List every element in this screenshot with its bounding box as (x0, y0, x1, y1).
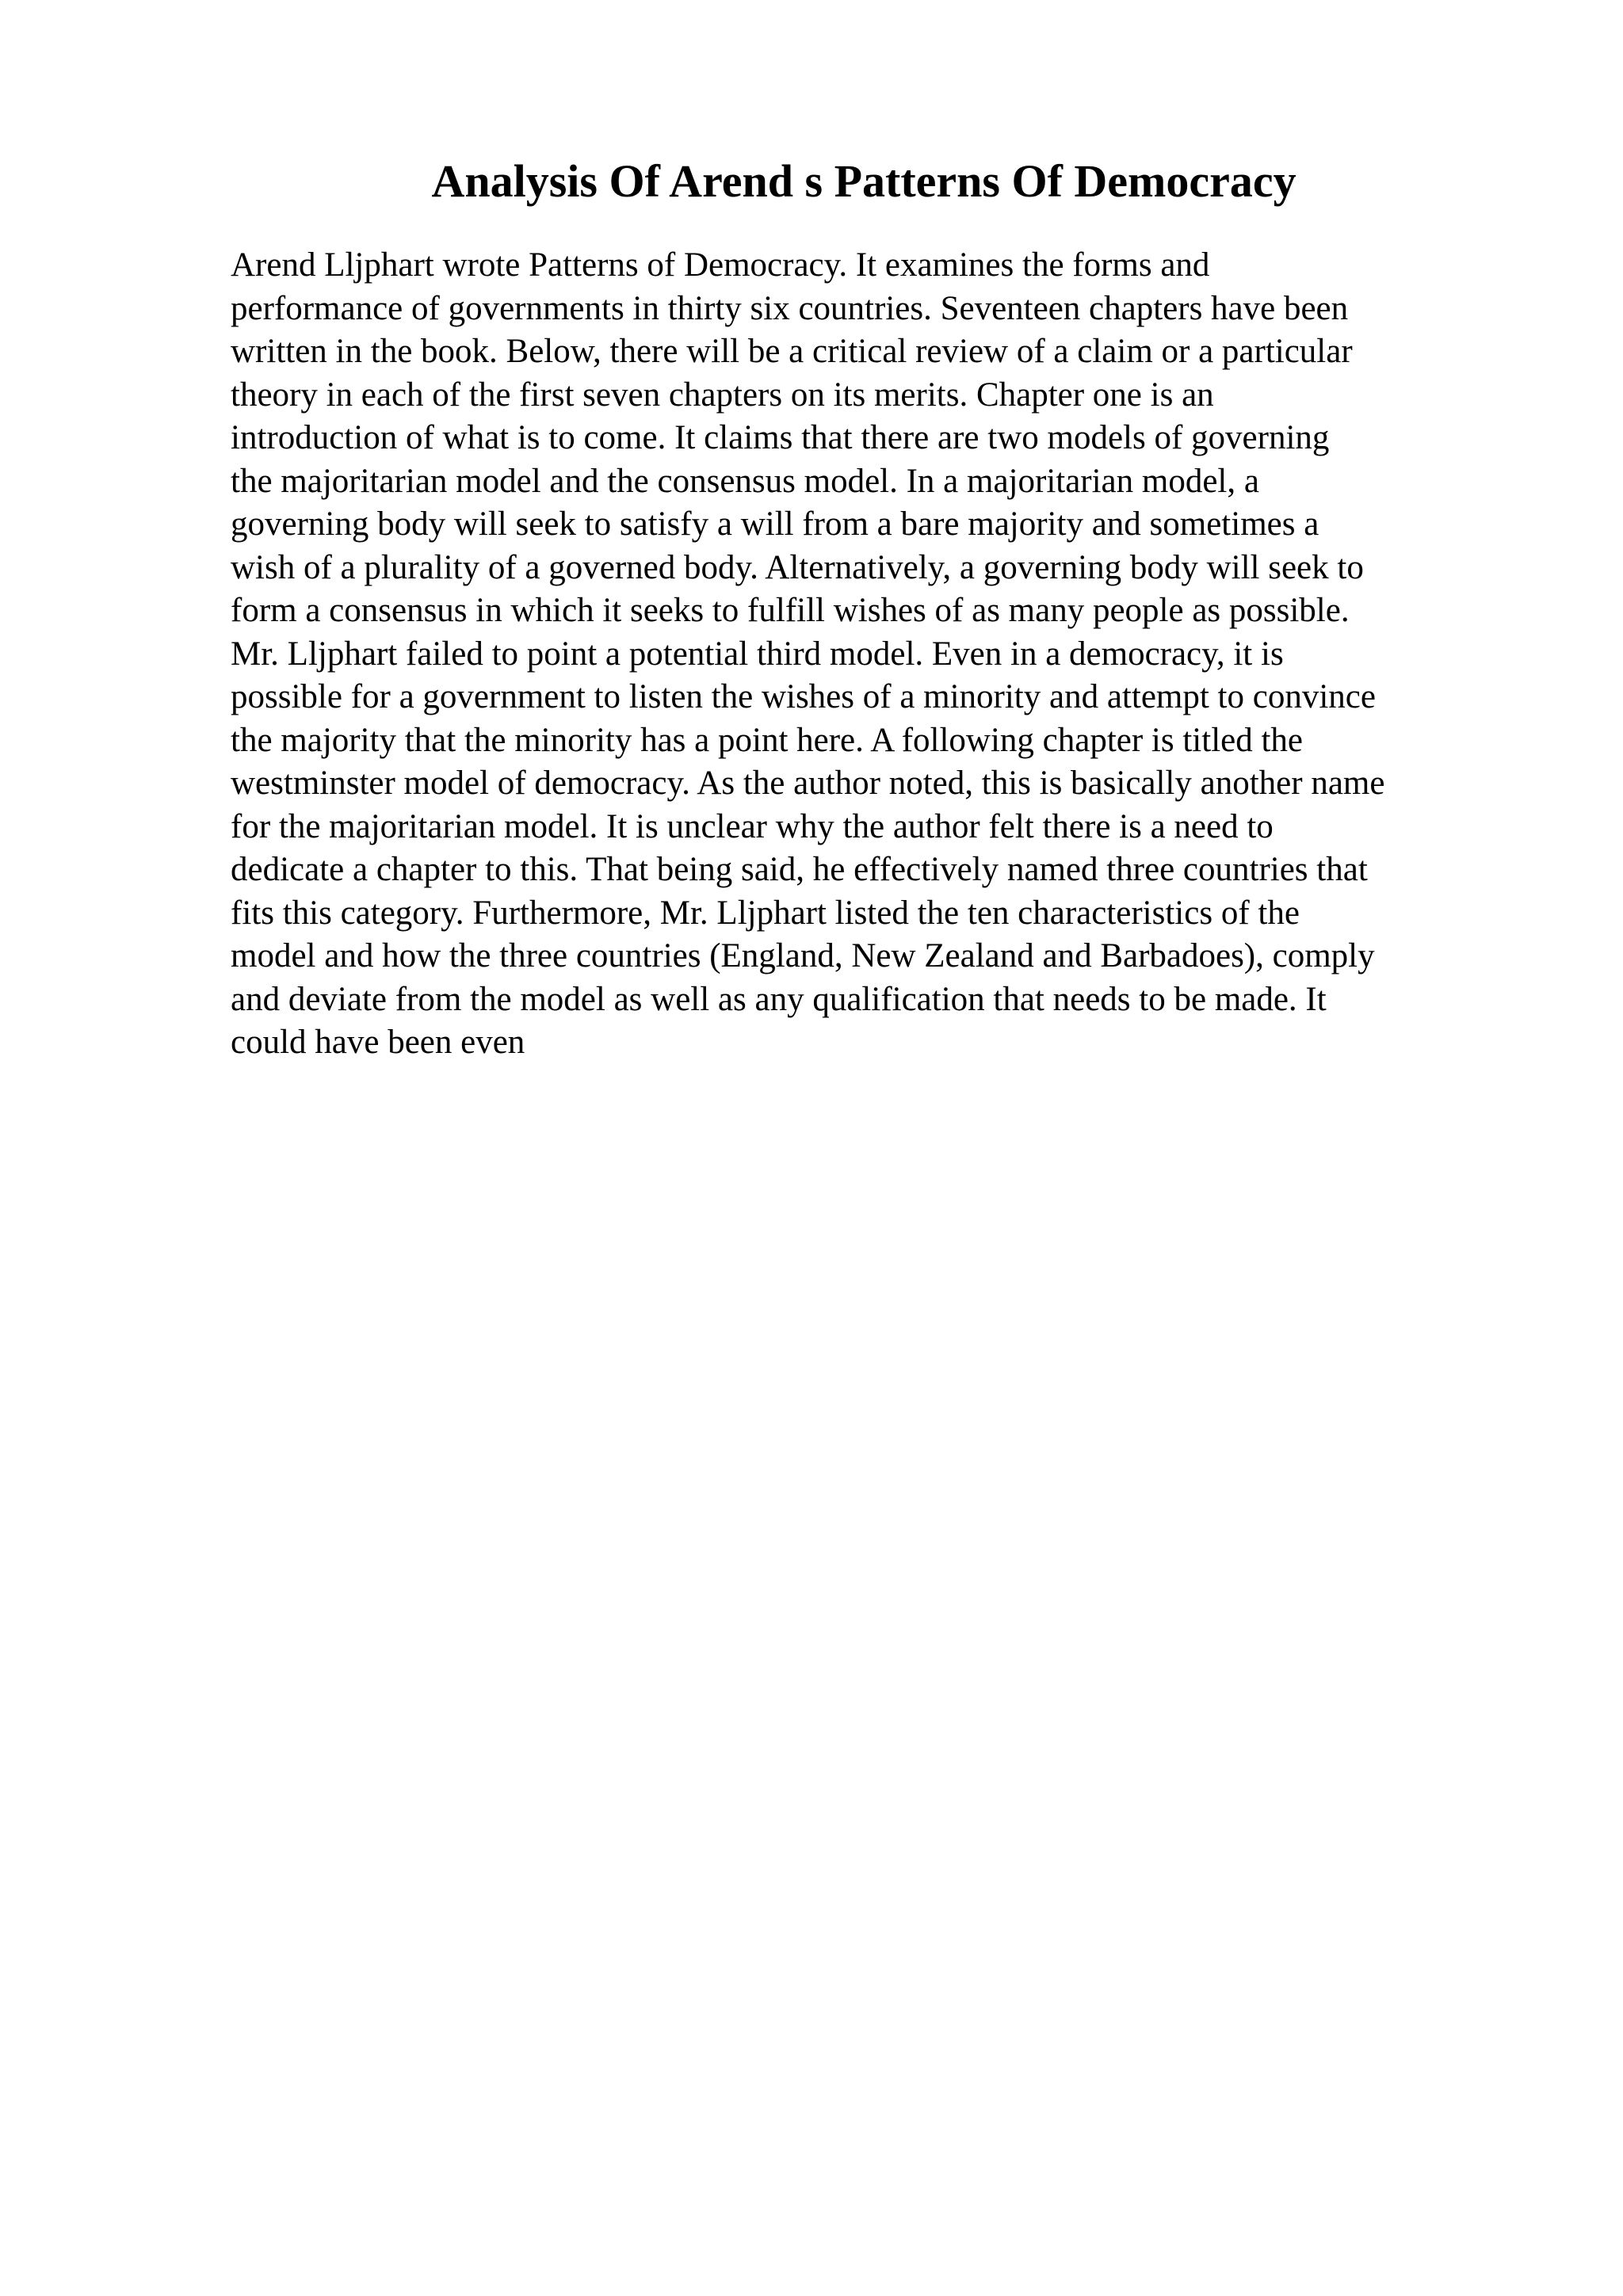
body-line: could have been even (231, 1024, 525, 1061)
body-line: performance of governments in thirty six countries. Seventeen chapters have been (231, 289, 1349, 327)
body-line: westminster model of democracy. As the author noted, this is basically another name (231, 765, 1385, 802)
body-line: governing body will seek to satisfy a will from a bare majority and sometimes a (231, 505, 1319, 543)
body-line: theory in each of the first seven chapters on its merits. Chapter one is an (231, 376, 1214, 414)
body-line: wish of a plurality of a governed body. Alternatively, a governing body will seek to (231, 548, 1364, 586)
body-line: the majority that the minority has a point here. A following chapter is titled the (231, 721, 1304, 759)
body-line: form a consensus in which it seeks to fulfill wishes of as many people as possible. (231, 592, 1350, 629)
body-line: and deviate from the model as well as any qualification that needs to be made. It (231, 980, 1327, 1018)
body-line: fits this category. Furthermore, Mr. Lljphart listed the ten characteristics of the (231, 894, 1300, 932)
body-line: introduction of what is to come. It claims that there are two models of governing (231, 419, 1330, 456)
body-line: model and how the three countries (England, New Zealand and Barbadoes), comply (231, 937, 1375, 974)
body-line: written in the book. Below, there will be a critical review of a claim or a particular (231, 333, 1353, 370)
body-line: Mr. Lljphart failed to point a potential third model. Even in a democracy, it is (231, 635, 1284, 673)
document-title: Analysis Of Arend s Patterns Of Democracy (431, 155, 1296, 207)
body-line: for the majoritarian model. It is unclear why the author felt there is a need to (231, 807, 1274, 845)
body-line: possible for a government to listen the wishes of a minority and attempt to convince (231, 678, 1376, 715)
body-line: the majoritarian model and the consensus model. In a majoritarian model, a (231, 462, 1259, 500)
body-paragraph (231, 244, 1499, 1065)
body-line: dedicate a chapter to this. That being said, he effectively named three countries that (231, 851, 1368, 888)
body-line: Arend Lljphart wrote Patterns of Democracy. It examines the forms and (231, 246, 1210, 284)
